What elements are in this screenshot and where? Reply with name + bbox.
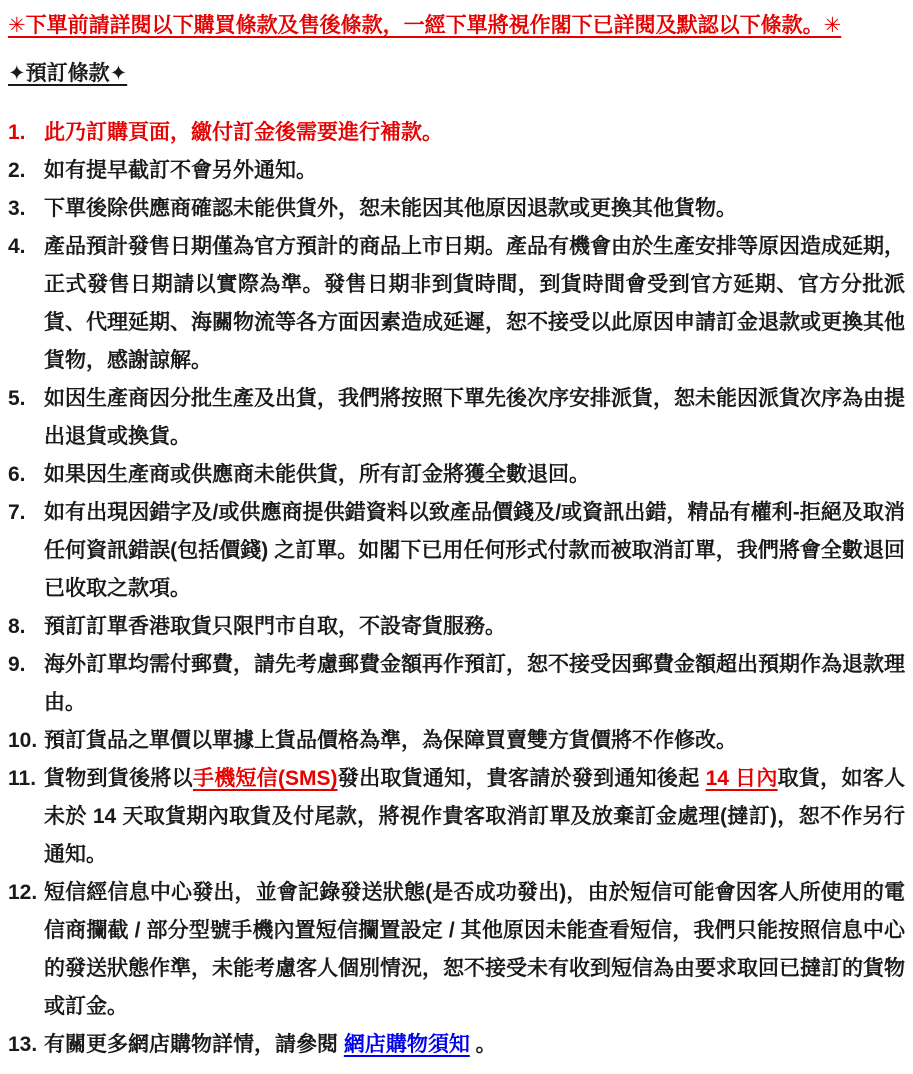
term-item-13 bbox=[8, 1026, 905, 1064]
term-number: 1. bbox=[8, 121, 26, 144]
term-text bbox=[44, 608, 905, 646]
term-text-segment: 下單後除供應商確認未能供貨外，恕未能因其他原因退款或更換其他貨物。 bbox=[44, 197, 737, 220]
term-text-segment: 貨物到貨後將以 bbox=[44, 767, 193, 790]
term-item-8 bbox=[8, 608, 905, 646]
term-item-9 bbox=[8, 646, 905, 722]
preorder-terms-heading-text: ✦預訂條款✦ bbox=[8, 62, 128, 85]
term-item-10 bbox=[8, 722, 905, 760]
term-item-6 bbox=[8, 456, 905, 494]
term-number: 10. bbox=[8, 729, 38, 752]
term-item-2 bbox=[8, 152, 905, 190]
term-text bbox=[44, 380, 905, 456]
term-number: 13. bbox=[8, 1033, 38, 1056]
term-text-segment: 。 bbox=[469, 1033, 497, 1056]
term-text bbox=[44, 494, 905, 608]
pickup-deadline-highlight: 14 日內 bbox=[705, 767, 778, 790]
term-text bbox=[44, 190, 905, 228]
term-text-segment: 如果因生產商或供應商未能供貨，所有訂金將獲全數退回。 bbox=[44, 463, 590, 486]
term-text bbox=[44, 228, 905, 380]
term-item-5 bbox=[8, 380, 905, 456]
term-number: 4. bbox=[8, 235, 26, 258]
term-text bbox=[44, 646, 905, 722]
purchase-warning-heading: ✳下單前請詳閱以下購買條款及售後條款，一經下單將視作閣下已詳閱及默認以下條款。✳ bbox=[8, 14, 842, 37]
term-text-segment: 產品預計發售日期僅為官方預計的商品上市日期。產品有機會由於生產安排等原因造成延期，正式發售日期請以實際為準。發售日期非到貨時間，到貨時間會受到官方延期、官方分批派貨、代理延期、海關物流等各方面因素造成延遲，恕不接受以此原因申請訂金退款或更換其他貨物，感謝諒解。 bbox=[44, 235, 905, 372]
term-item-3 bbox=[8, 190, 905, 228]
term-text-segment: 短信經信息中心發出，並會記錄發送狀態(是否成功發出)，由於短信可能會因客人所使用的電信商攔截 / 部分型號手機內置短信攔置設定 / 其他原因未能查看短信，我們只能按照信息中心的發送狀態作準，未能考慮客人個別情況，恕不接受未有收到短信為由要求取回已撻訂的貨物或訂金。 bbox=[44, 881, 905, 1018]
term-item-11 bbox=[8, 760, 905, 874]
term-number: 5. bbox=[8, 387, 26, 410]
term-text-segment: 預訂貨品之單價以單據上貨品價格為準，為保障買賣雙方貨價將不作修改。 bbox=[44, 729, 737, 752]
term-text-segment: 此乃訂購頁面，繳付訂金後需要進行補款。 bbox=[44, 121, 443, 144]
term-text bbox=[44, 152, 905, 190]
preorder-terms-heading bbox=[8, 62, 905, 86]
term-number: 6. bbox=[8, 463, 26, 486]
term-text-segment: 預訂訂單香港取貨只限門市自取，不設寄貨服務。 bbox=[44, 615, 506, 638]
term-number: 3. bbox=[8, 197, 26, 220]
term-text-segment: 如有出現因錯字及/或供應商提供錯資料以致產品價錢及/或資訊出錯，精品有權利-拒絕及取消任何資訊錯誤(包括價錢) 之訂單。如閣下已用任何形式付款而被取消訂單，我們將會全數退回已收取之款項。 bbox=[44, 501, 905, 600]
term-text-segment: 發出取貨通知，貴客請於發到通知後起 bbox=[337, 767, 706, 790]
term-number: 12. bbox=[8, 881, 38, 904]
term-text bbox=[44, 760, 905, 874]
term-text-segment: 如因生產商因分批生產及出貨，我們將按照下單先後次序安排派貨，恕未能因派貨次序為由提出退貨或換貨。 bbox=[44, 387, 905, 448]
term-number: 9. bbox=[8, 653, 26, 676]
term-number: 7. bbox=[8, 501, 26, 524]
sms-notice-highlight: 手機短信(SMS) bbox=[192, 767, 338, 790]
term-text bbox=[44, 722, 905, 760]
term-item-7 bbox=[8, 494, 905, 608]
term-number: 11. bbox=[8, 767, 37, 790]
term-item-1 bbox=[8, 114, 905, 152]
term-item-12 bbox=[8, 874, 905, 1026]
shop-notice-link[interactable]: 網店購物須知 bbox=[343, 1033, 470, 1056]
term-text bbox=[44, 874, 905, 1026]
term-text-segment: 有關更多網店購物詳情，請參閱 bbox=[44, 1033, 344, 1056]
term-item-4 bbox=[8, 228, 905, 380]
terms-list bbox=[8, 114, 905, 1064]
term-text-segment: 如有提早截訂不會另外通知。 bbox=[44, 159, 317, 182]
term-text-segment: 取貨，如客人未於 14 天取貨期內取貨及付尾款，將視作貴客取消訂單及放棄訂金處理(撻訂)，恕不作另行通知。 bbox=[44, 767, 906, 866]
term-number: 2. bbox=[8, 159, 26, 182]
term-text bbox=[44, 456, 905, 494]
term-text bbox=[44, 114, 905, 152]
term-number: 8. bbox=[8, 615, 26, 638]
term-text-segment: 海外訂單均需付郵費，請先考慮郵費金額再作預訂，恕不接受因郵費金額超出預期作為退款理由。 bbox=[44, 653, 905, 714]
term-text bbox=[44, 1026, 905, 1064]
